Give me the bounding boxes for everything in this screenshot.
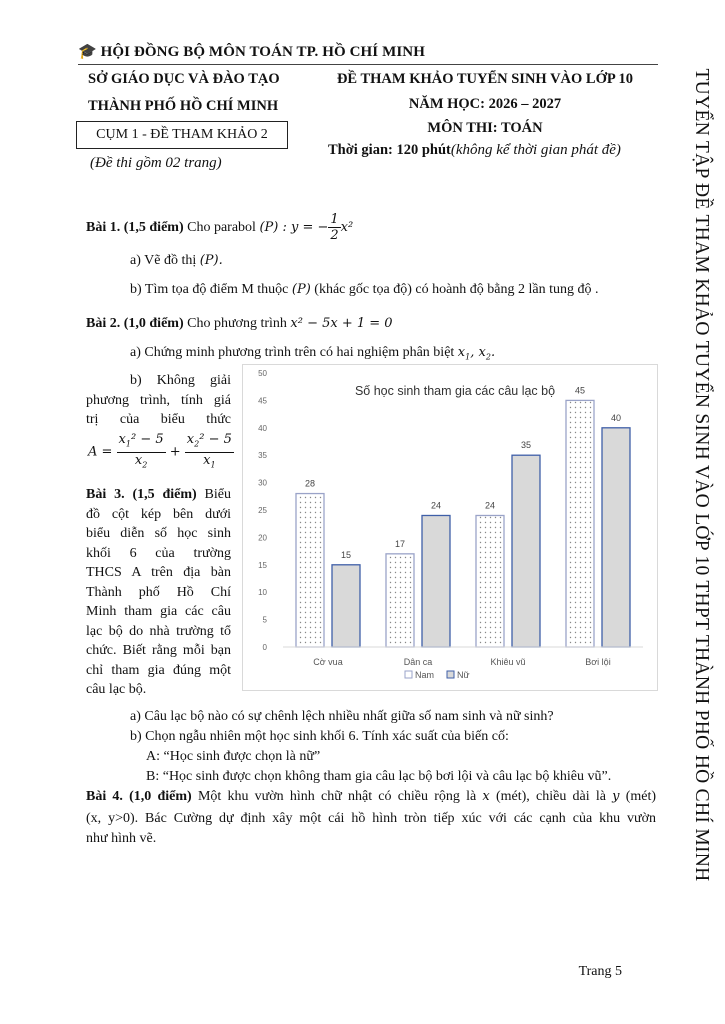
bar-value-label: 35 [520,440,532,451]
bai3-line: Minh tham gia các câu [86,604,231,619]
bai3-line: THCS A trên địa bàn [86,565,231,580]
bar-nam [566,400,594,647]
legend-label: Nam [415,670,435,680]
legend-swatch [447,671,454,678]
subject: MÔN THI: TOÁN [427,120,543,136]
page-number: Trang 5 [578,964,622,979]
bai3-a: a) Câu lạc bộ nào có sự chênh lệch nhiều nhất giữa số nam sinh và nữ sinh? [130,709,554,724]
bai1-b-start: b) Tìm tọa độ điểm M thuộc [130,282,289,297]
p-symbol: (P) [291,282,311,297]
bai3-line: chức. Biết rằng mỗi bạn [86,643,231,658]
x-tick-label: Khiêu vũ [490,657,526,667]
side-title [681,40,721,910]
bar-value-label: 17 [394,538,406,549]
bai3-line: Thành phố Hồ Chí [86,584,231,600]
y-tick-label: 15 [258,560,267,570]
x-tick-label: Bơi lội [585,657,611,667]
bai3-line: lạc bộ do nhà trường tổ [86,623,231,639]
x-tick-label: Dân ca [403,657,433,667]
expression-a: A = $\frac{x_1^2 - 5}{x_2}$ + $\frac{x_2^2 - 5}{x_1}$ [88,432,232,470]
pages-note: (Đề thi gồm 02 trang) [90,155,222,171]
y-tick-label: 0 [262,643,267,652]
legend-swatch [405,671,412,678]
dept-line1: SỞ GIÁO DỤC VÀ ĐÀO TẠO [88,71,280,87]
bai3-line: chỉ tham gia đúng một [86,662,231,678]
bai4-label: Bài 4. (1,0 điểm) [86,789,192,804]
legend-label: Nữ [457,670,470,680]
chart-title: Số học sinh tham gia các câu lạc bộ [354,384,556,398]
dept-line2: THÀNH PHỐ HỒ CHÍ MINH [88,98,279,114]
bai3-label: Bài 3. (1,5 điểm) [86,487,197,502]
header-title [78,42,425,61]
bai3-line: khối 6 của trường [86,545,231,561]
bai3-line: biểu diễn số học sinh [86,526,231,541]
y-tick-label: 25 [258,506,267,515]
x-symbol: x [482,789,490,804]
roots-symbol: $x_1$, $x_2$. [457,345,496,362]
bar-value-label: 40 [610,412,622,423]
bai1-b-end: (khác gốc tọa độ) có hoành độ bằng 2 lần tung độ . [314,282,599,297]
bai4-line1 [86,787,656,807]
bai1-a [130,251,223,271]
club-chart-svg [243,365,657,690]
header-rule [78,64,658,65]
y-tick-label: 30 [258,478,267,488]
p-symbol: (P). [199,253,223,268]
bai2-b-line: b) Không giải [130,373,231,388]
bar-nu [602,428,630,647]
bai2-label: Bài 2. (1,0 điểm) [86,316,184,331]
bai3-b: b) Chọn ngẫu nhiên một học sinh khối 6. Tính xác suất của biến cố: [130,729,509,744]
exam-set-box: CỤM 1 - ĐỀ THAM KHẢO 2 [76,121,288,149]
bai2-b-line: phương trình, tính giá [86,392,231,408]
bar-value-label: 45 [574,385,586,396]
bar-nu [422,515,450,647]
bai1-intro: Cho parabol [187,220,256,235]
bar-value-label: 24 [430,500,442,511]
y-tick-label: 50 [258,369,267,378]
bai3-line: đồ cột kép bên dưới [86,506,231,522]
bai2-b-column [86,371,231,430]
y-tick-label: 5 [262,615,267,625]
time-line [328,142,621,159]
bar-nu [332,565,360,647]
bar-value-label: 24 [484,500,496,511]
bai1-line [86,212,353,243]
bai2-b-line: trị của biểu thức [86,412,231,427]
bai3-column [86,485,231,700]
bai2-intro: Cho phương trình [187,316,287,331]
graduation-cap-icon: 🎓 [78,42,97,60]
bar-value-label: 28 [304,478,316,489]
bai4-text: (mét) [625,789,657,804]
parabol-formula: (P) : y = − $\frac{1}{2}$ x² [259,212,354,243]
bai1-a-text: a) Vẽ đồ thị [130,253,197,268]
bai1-b [130,280,599,300]
bai4-text: Một khu vườn hình chữ nhật có chiều rộng là [197,789,477,804]
bar-value-label: 15 [340,549,352,560]
bai3-event-b: B: “Học sinh được chọn không tham gia câu lạc bộ bơi lội và câu lạc bộ khiêu vũ”. [146,769,612,784]
y-tick-label: 20 [258,533,267,543]
bai3-first-line [86,485,231,505]
bar-nam [476,515,504,647]
bai4-line2: (x, y>0). Bác Cường dự định xây một cái hồ hình tròn tiếp xúc với các cạnh của khu vườn [86,811,656,826]
side-title-text: TUYỂN TẬP ĐỀ THAM KHẢO TUYỂN SINH VÀO LỚP 10 THPT THÀNH PHỐ HỒ CHÍ MINH [691,68,712,882]
bai3-line: câu lạc bộ. [86,682,147,697]
time-label: Thời gian: 120 phút [328,142,451,158]
time-note: (không kể thời gian phát đề) [450,142,621,158]
y-tick-label: 40 [258,423,267,433]
y-tick-label: 10 [258,588,267,598]
y-tick-label: 45 [258,396,267,406]
bar-nam [296,494,324,647]
bai4-line3: như hình vẽ. [86,831,157,846]
y-tick-label: 35 [258,451,267,461]
bai3-line: Biểu [204,487,231,502]
bar-nu [512,455,540,647]
bai2-a-text: a) Chứng minh phương trình trên có hai nghiệm phân biệt [130,345,455,360]
x-tick-label: Cờ vua [313,657,343,667]
header-title-text: HỘI ĐỒNG BỘ MÔN TOÁN TP. HỒ CHÍ MINH [100,44,425,60]
bai3-event-a: A: “Học sinh được chọn là nữ” [146,749,321,764]
exam-title: ĐỀ THAM KHẢO TUYỂN SINH VÀO LỚP 10 [336,71,634,87]
bai2-equation: x² − 5x + 1 = 0 [290,316,393,331]
bai4-text: (mét), chiều dài là [495,789,606,804]
school-year: NĂM HỌC: 2026 – 2027 [408,96,562,112]
y-symbol: y [612,789,620,804]
bar-nam [386,554,414,647]
bai2-line [86,314,393,334]
club-chart [242,364,658,691]
bai1-label: Bài 1. (1,5 điểm) [86,220,184,235]
